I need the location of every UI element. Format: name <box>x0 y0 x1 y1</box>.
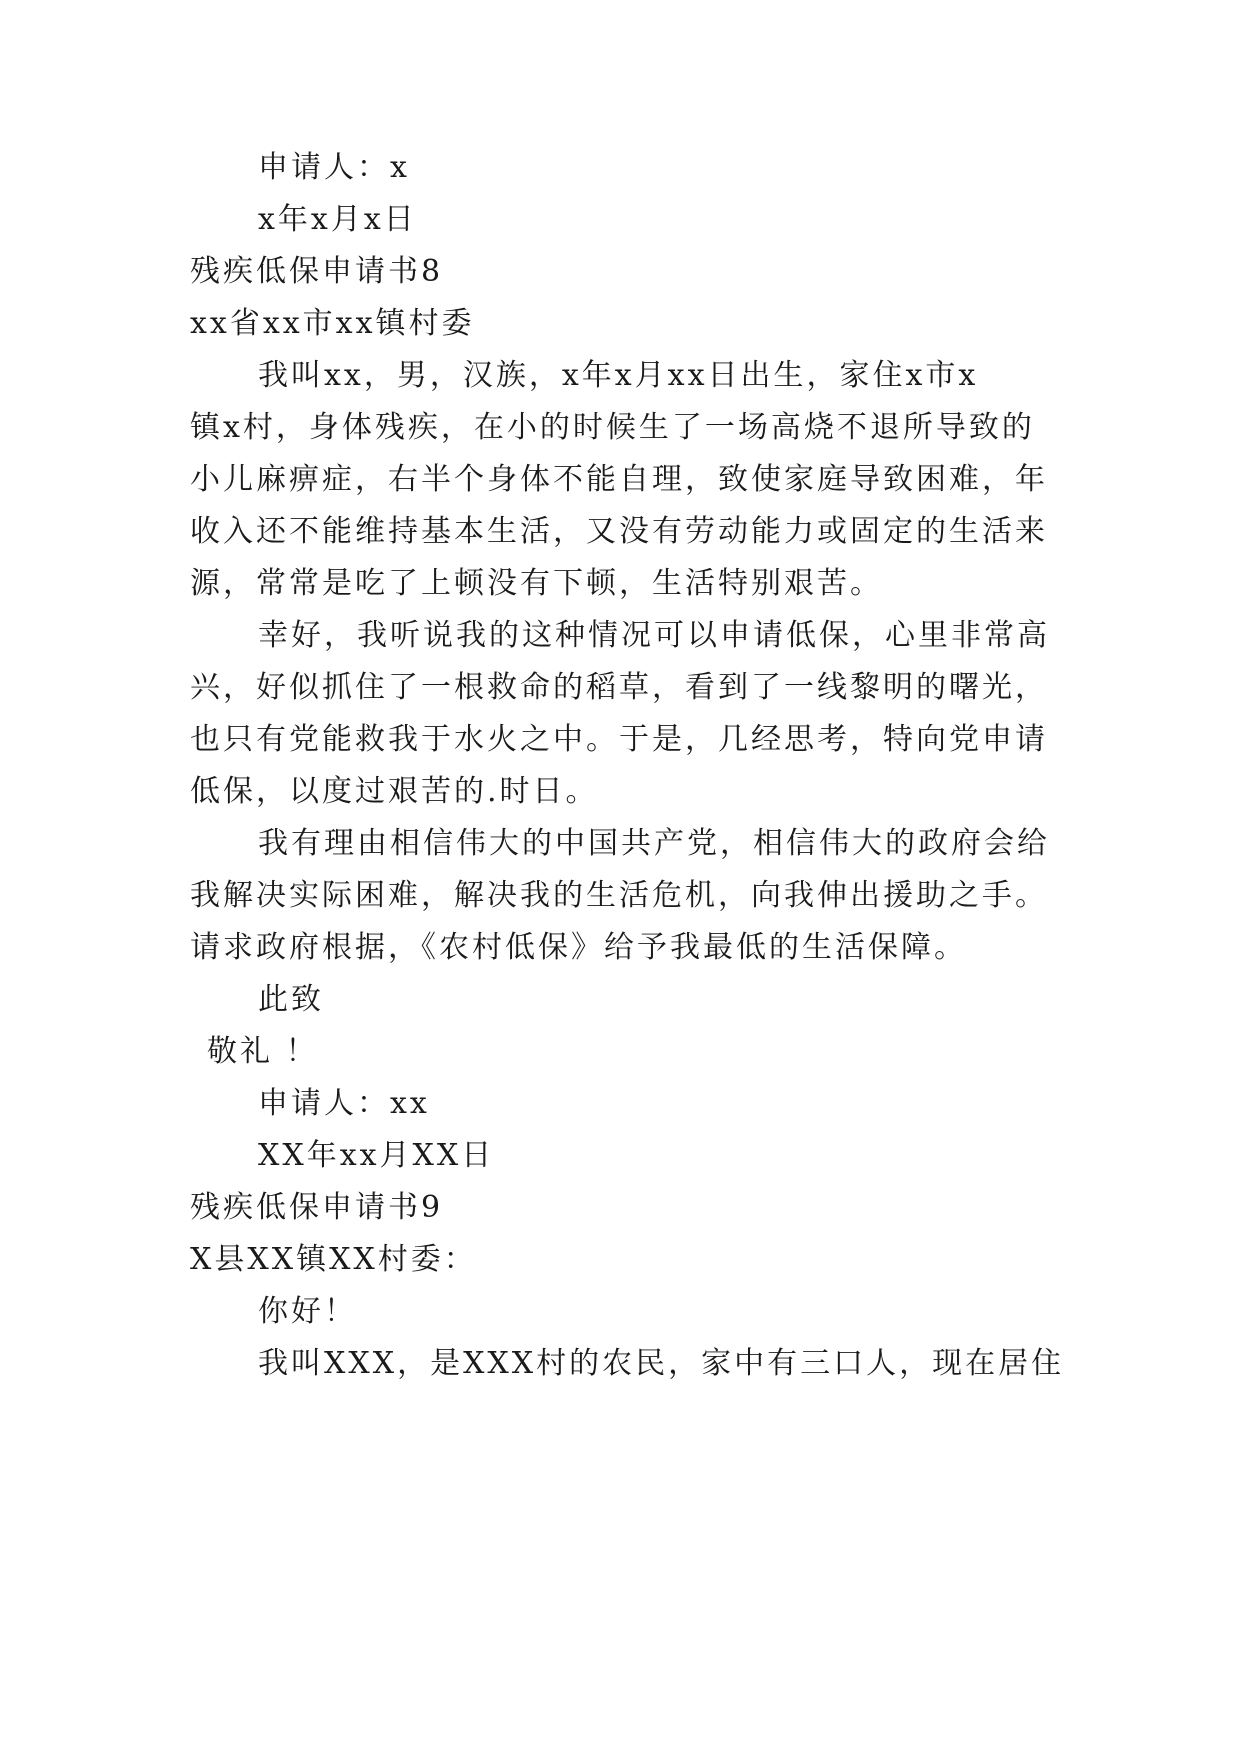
paragraph-line: 我叫XXX，是XXX村的农民，家中有三口人，现在居住 <box>258 1346 1065 1381</box>
paragraph-line: 小儿麻痹症，右半个身体不能自理，致使家庭导致困难，年 <box>190 462 1048 497</box>
paragraph-line: 收入还不能维持基本生活，又没有劳动能力或固定的生活来 <box>190 514 1048 549</box>
applicant-line: 申请人：xx <box>258 1086 430 1121</box>
paragraph-line: 镇x村，身体残疾，在小的时候生了一场高烧不退所导致的 <box>190 410 1035 445</box>
paragraph-line: 兴，好似抓住了一根救命的稻草，看到了一线黎明的曙光， <box>190 670 1048 705</box>
paragraph-line: 请求政府根据，《农村低保》给予我最低的生活保障。 <box>190 930 967 965</box>
salutation-line: 敬礼 ！ <box>207 1034 319 1069</box>
paragraph-line: 我叫xx，男，汉族，x年x月xx日出生，家住x市x <box>258 358 979 393</box>
section-title: 残疾低保申请书9 <box>190 1190 444 1225</box>
date-line: XX年xx月XX日 <box>258 1138 495 1173</box>
applicant-line: 申请人：x <box>258 150 410 185</box>
paragraph-line: 幸好，我听说我的这种情况可以申请低保，心里非常高 <box>258 618 1050 653</box>
paragraph-line: 源，常常是吃了上顿没有下顿，生活特别艰苦。 <box>190 566 883 601</box>
closing-line: 此致 <box>258 982 324 1017</box>
addressee-line: xx省xx市xx镇村委 <box>190 306 475 341</box>
greeting-line: 你好！ <box>258 1294 357 1329</box>
paragraph-line: 低保，以度过艰苦的.时日。 <box>190 774 599 809</box>
section-title: 残疾低保申请书8 <box>190 254 444 289</box>
paragraph-line: 也只有党能救我于水火之中。于是，几经思考，特向党申请 <box>190 722 1048 757</box>
date-line: x年x月x日 <box>258 202 417 237</box>
paragraph-line: 我有理由相信伟大的中国共产党，相信伟大的政府会给 <box>258 826 1050 861</box>
addressee-line: X县XX镇XX村委： <box>190 1242 477 1277</box>
paragraph-line: 我解决实际困难，解决我的生活危机，向我伸出援助之手。 <box>190 878 1048 913</box>
